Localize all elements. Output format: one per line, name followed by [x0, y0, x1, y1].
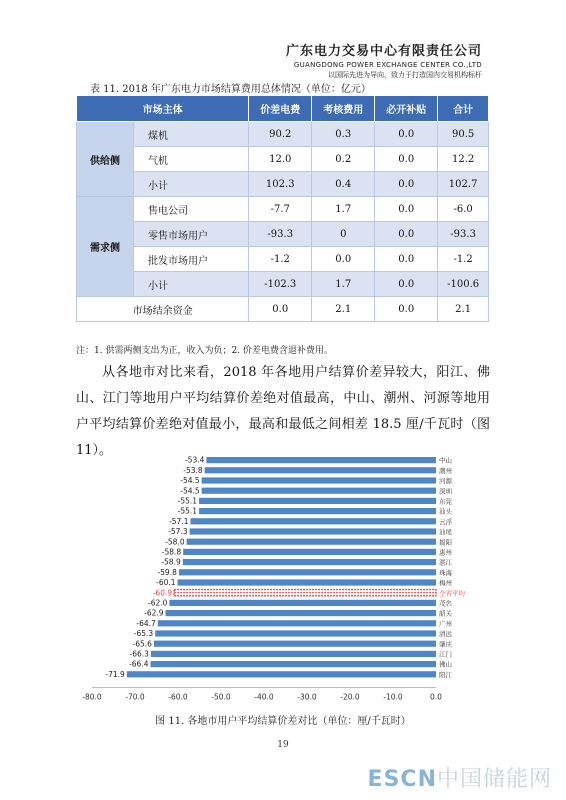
bar — [150, 661, 436, 667]
table-cell: -6.0 — [438, 197, 489, 222]
watermark-latin: ESCN — [367, 767, 437, 792]
figure-caption: 图 11. 各地市用户平均结算价差对比（单位：厘/千瓦时） — [155, 716, 411, 727]
table-header-row — [77, 96, 489, 122]
bar — [166, 610, 436, 616]
bar-value-label: -59.8 — [157, 567, 177, 577]
bar-value-label: -71.9 — [105, 669, 125, 679]
body-paragraph: 从各地市对比来看，2018 年各地用户结算价差异较大，阳江、佛山、江门等地用户平均结算价差绝对值最高，中山、潮州、河源等地用户平均结算价差绝对值最小，最高和最低之间相差 18.5 厘/千瓦时（图 11）。 — [76, 365, 490, 458]
row-label: 售电公司 — [134, 197, 249, 222]
bar — [169, 600, 436, 606]
table-cell: -7.7 — [249, 197, 312, 222]
bar — [190, 528, 436, 534]
table-row — [77, 297, 489, 322]
bar-category-label: 韶关 — [439, 609, 452, 618]
bar-value-label: -64.7 — [136, 618, 156, 628]
bar — [199, 498, 436, 504]
x-tick-label: -80.0 — [82, 692, 102, 702]
x-tick-label: -20.0 — [340, 692, 360, 702]
bar-category-label: 惠州 — [439, 548, 452, 557]
table-cell: 0 — [312, 222, 375, 247]
table-cell: 0.0 — [375, 247, 438, 272]
bar-category-label: 茂名 — [439, 599, 452, 608]
x-tick-label: -60.0 — [168, 692, 188, 702]
bar-value-label: -57.3 — [168, 527, 188, 537]
bar-value-label: -54.5 — [180, 476, 200, 486]
bar-value-label: -66.4 — [129, 659, 149, 669]
table-note: 注：1. 供需两侧支出为正，收入为负；2. 价差电费含退补费用。 — [76, 346, 333, 356]
bar-value-label: -53.4 — [184, 455, 205, 465]
bar — [187, 539, 436, 545]
bar-value-label: -60.9 — [152, 588, 173, 598]
table-cell: 0.0 — [249, 297, 312, 322]
x-tick-label: -30.0 — [297, 692, 317, 702]
bar — [179, 569, 436, 575]
bar-value-label: -57.1 — [169, 516, 189, 526]
x-tick-label: -10.0 — [383, 692, 403, 702]
bar-value-label: -65.3 — [133, 629, 154, 639]
table-cell: 12.0 — [249, 147, 312, 172]
bar-category-label: 清远 — [439, 630, 452, 639]
bar — [155, 630, 436, 636]
bar — [127, 671, 436, 677]
table-caption: 表 11. 2018 年广东电力市场结算费用总体情况（单位：亿元） — [90, 84, 371, 95]
table-cell: 102.3 — [249, 172, 312, 197]
bar-value-label: -58.9 — [161, 557, 181, 567]
table-row — [77, 247, 489, 272]
row-label: 小计 — [134, 172, 249, 197]
table-cell: 0.0 — [375, 197, 438, 222]
bar-category-label: 阳江 — [439, 670, 452, 679]
table-cell: 102.7 — [438, 172, 489, 197]
table-cell: 0.4 — [312, 172, 375, 197]
row-label: 小计 — [134, 272, 249, 297]
table-cell: 12.2 — [438, 147, 489, 172]
bar — [206, 457, 436, 463]
col-header: 必开补贴 — [375, 96, 438, 122]
bar-category-label: 湛江 — [439, 558, 452, 567]
watermark-cn: 中国储能网 — [436, 767, 552, 792]
row-label: 批发市场用户 — [134, 247, 249, 272]
bar — [202, 477, 436, 483]
company-name-cn: 广东电力交易中心有限责任公司 — [285, 44, 482, 59]
table-row — [77, 147, 489, 172]
city-settlement-bar-chart — [80, 455, 480, 707]
x-tick-label: -70.0 — [125, 692, 145, 702]
table-cell: -102.3 — [249, 272, 312, 297]
group-label: 需求侧 — [77, 197, 134, 297]
bar-category-label: 广州 — [439, 619, 452, 628]
table-cell: 0.0 — [375, 122, 438, 147]
bar-category-label: 中山 — [439, 456, 452, 465]
bar-category-label: 深圳 — [439, 487, 452, 496]
table-cell: 90.5 — [438, 122, 489, 147]
table-cell: -1.2 — [249, 247, 312, 272]
bar — [151, 651, 436, 657]
bar-value-label: -58.0 — [165, 537, 185, 547]
bar-value-label: -54.5 — [180, 486, 200, 496]
table-cell: 0.0 — [375, 147, 438, 172]
bar-category-label: 河源 — [439, 477, 452, 486]
x-tick-label: -50.0 — [211, 692, 231, 702]
col-header: 市场主体 — [77, 96, 249, 122]
bar-category-label: 汕头 — [439, 507, 452, 516]
table-cell: 1.7 — [312, 272, 375, 297]
bar — [178, 579, 436, 585]
bar-category-label: 揭阳 — [439, 538, 452, 547]
row-label: 零售市场用户 — [134, 222, 249, 247]
table-cell: 0.2 — [312, 147, 375, 172]
table-row — [77, 197, 489, 222]
bar-category-label: 东莞 — [439, 497, 452, 506]
watermark-logo — [368, 762, 552, 793]
table-cell: -93.3 — [438, 222, 489, 247]
bar — [158, 620, 436, 626]
settlement-fee-table — [76, 95, 489, 322]
page-header — [286, 40, 482, 80]
bar — [183, 559, 436, 565]
bar-category-label: 梅州 — [439, 579, 452, 588]
bar-value-label: -62.9 — [144, 608, 164, 618]
company-name-en: GUANGDONG POWER EXCHANGE CENTER CO.,LTD — [293, 61, 482, 69]
col-header: 合计 — [438, 96, 489, 122]
page-number: 19 — [277, 740, 289, 750]
bar-category-label: 珠海 — [439, 568, 452, 577]
bar — [199, 508, 436, 514]
table-cell: 0.0 — [312, 247, 375, 272]
table-cell: 0.3 — [312, 122, 375, 147]
table-row — [77, 172, 489, 197]
bar-category-label: 全省平均 — [439, 589, 465, 598]
table-cell: -100.6 — [438, 272, 489, 297]
bar-value-label: -62.0 — [147, 598, 168, 608]
bar-category-label: 肇庆 — [439, 640, 452, 649]
col-header: 考核费用 — [312, 96, 375, 122]
bar-category-label: 潮州 — [439, 466, 452, 475]
bar — [190, 518, 436, 524]
table-cell: -93.3 — [249, 222, 312, 247]
group-label: 供给侧 — [77, 122, 134, 197]
row-label: 气机 — [134, 147, 249, 172]
table-cell: 2.1 — [312, 297, 375, 322]
row-label: 煤机 — [134, 122, 249, 147]
table-cell: -1.2 — [438, 247, 489, 272]
row-label: 市场结余资金 — [77, 297, 249, 322]
col-header: 价差电费 — [249, 96, 312, 122]
table-cell: 2.1 — [438, 297, 489, 322]
bar — [154, 641, 436, 647]
table-cell: 0.0 — [375, 172, 438, 197]
bar-category-label: 云浮 — [439, 517, 452, 526]
bar — [183, 549, 436, 555]
table-row — [77, 222, 489, 247]
x-tick-label: -40.0 — [254, 692, 274, 702]
table-cell: 0.0 — [375, 297, 438, 322]
bar — [202, 488, 436, 494]
x-tick-label: 0.0 — [430, 692, 442, 702]
company-slogan: 以国际先进为导向，致力于打造国内交易机构标杆 — [328, 71, 482, 79]
bar-value-label: -60.1 — [156, 578, 176, 588]
table-cell: 1.7 — [312, 197, 375, 222]
bar-value-label: -65.6 — [132, 639, 152, 649]
bar-value-label: -55.1 — [177, 496, 198, 506]
table-row — [77, 122, 489, 147]
bar-value-label: -66.3 — [129, 649, 149, 659]
bar-value-label: -53.8 — [183, 465, 203, 475]
table-cell: 90.2 — [249, 122, 312, 147]
table-row — [77, 272, 489, 297]
bar — [205, 467, 436, 473]
bar-value-label: -55.1 — [177, 506, 198, 516]
bar-category-label: 汕尾 — [439, 528, 452, 537]
table-cell: 0.0 — [375, 222, 438, 247]
bar-category-label: 佛山 — [439, 660, 452, 669]
table-cell: 0.0 — [375, 272, 438, 297]
bar-category-label: 江门 — [439, 650, 452, 659]
bar-value-label: -58.8 — [161, 547, 182, 557]
